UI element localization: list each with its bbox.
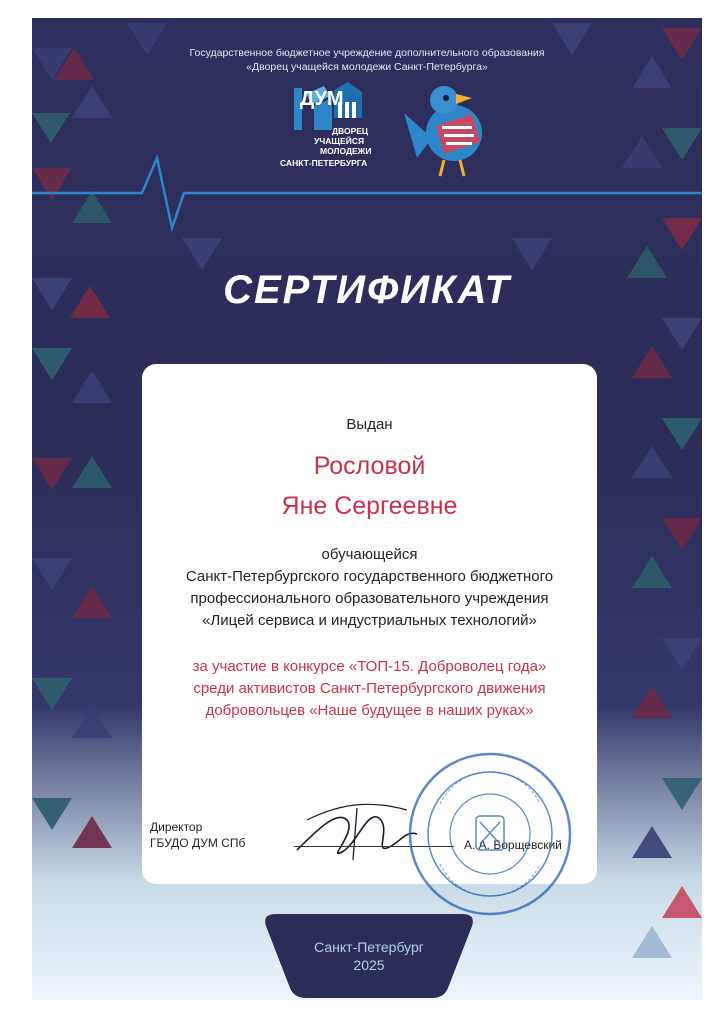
student-line-3: профессионального образовательного учреждения [190,590,549,607]
logo-line-4: САНКТ-ПЕТЕРБУРГА [280,158,368,168]
official-stamp-seal [400,744,580,924]
signer-name: А. А. Борщевский [464,838,562,852]
logos-area [32,18,702,218]
certificate-title: СЕРТИФИКАТ [223,268,511,312]
award-line-2: среди активистов Санкт-Петербургского движения [193,680,546,697]
organization-line-2: «Дворец учащейся молодежи Санкт-Петербурга» [246,61,488,73]
footer-city: Санкт-Петербург [314,939,424,955]
student-line-4: «Лицей сервиса и индустриальных технологий» [202,612,537,629]
recipient-name: Яне Сергеевне [281,492,458,520]
logo-line-2: УЧАЩЕЙСЯ [314,136,365,146]
bird-icon [404,86,482,176]
logo-line-3: МОЛОДЕЖИ [320,146,372,156]
logo-mark: ДУМ [300,88,344,110]
recipient-surname: Рословой [313,452,426,480]
award-line-1: за участие в конкурсе «ТОП-15. Доброволец года» [192,658,547,675]
student-line-1: обучающейся [321,546,418,563]
footer-year: 2025 [353,957,385,973]
signer-position-1: Директор [150,820,203,834]
award-line-3: добровольцев «Наше будущее в наших руках» [205,702,534,719]
issued-label: Выдан [346,416,393,433]
organization-line-1: Государственное бюджетное учреждение дополнительного образования [189,47,545,59]
student-line-2: Санкт-Петербургского государственного бюджетного [185,568,554,585]
certificate-sheet [32,18,702,1000]
logo-line-1: ДВОРЕЦ [332,126,369,136]
signer-position-2: ГБУДО ДУМ СПб [150,836,246,850]
